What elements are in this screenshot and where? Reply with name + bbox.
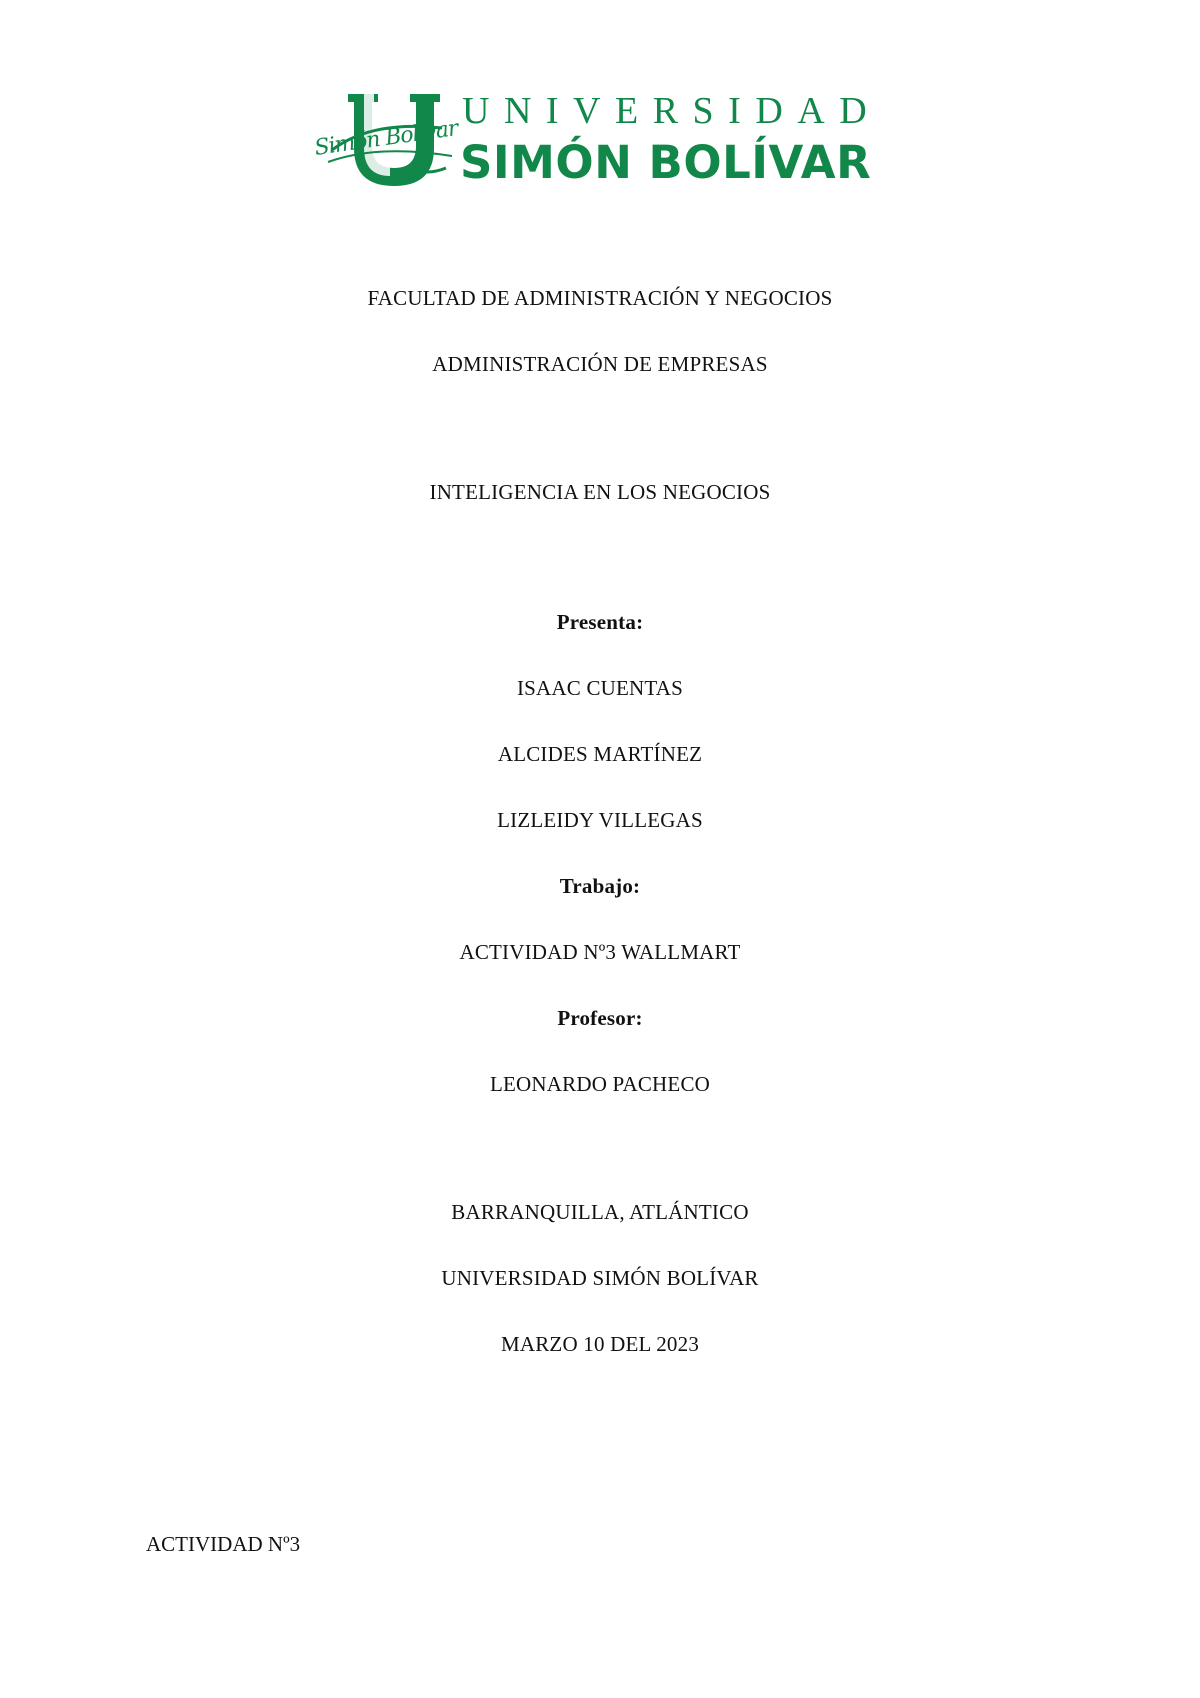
profesor-name: LEONARDO PACHECO	[489, 1072, 711, 1096]
trabajo-label: Trabajo:	[559, 874, 641, 898]
section-heading: ACTIVIDAD Nº3	[146, 1532, 301, 1556]
logo-signature: Simón Bolívar	[312, 116, 459, 161]
author-2: ALCIDES MARTÍNEZ	[497, 742, 703, 766]
logo-word-universidad: UNIVERSIDAD	[462, 90, 882, 132]
program-title: ADMINISTRACIÓN DE EMPRESAS	[432, 352, 768, 376]
author-1: ISAAC CUENTAS	[516, 676, 684, 700]
city: BARRANQUILLA, ATLÁNTICO	[451, 1200, 749, 1224]
trabajo-title: ACTIVIDAD Nº3 WALLMART	[459, 940, 741, 964]
author-3: LIZLEIDY VILLEGAS	[497, 808, 703, 832]
faculty-title: FACULTAD DE ADMINISTRACIÓN Y NEGOCIOS	[367, 286, 833, 310]
logo-word-simon-bolivar: SIMÓN BOLÍVAR	[460, 136, 872, 189]
course-title: INTELIGENCIA EN LOS NEGOCIOS	[429, 480, 771, 504]
university-logo	[312, 90, 902, 200]
date: MARZO 10 DEL 2023	[500, 1332, 700, 1356]
presenta-label: Presenta:	[556, 610, 644, 634]
university-name: UNIVERSIDAD SIMÓN BOLÍVAR	[441, 1266, 759, 1290]
profesor-label: Profesor:	[557, 1006, 643, 1030]
